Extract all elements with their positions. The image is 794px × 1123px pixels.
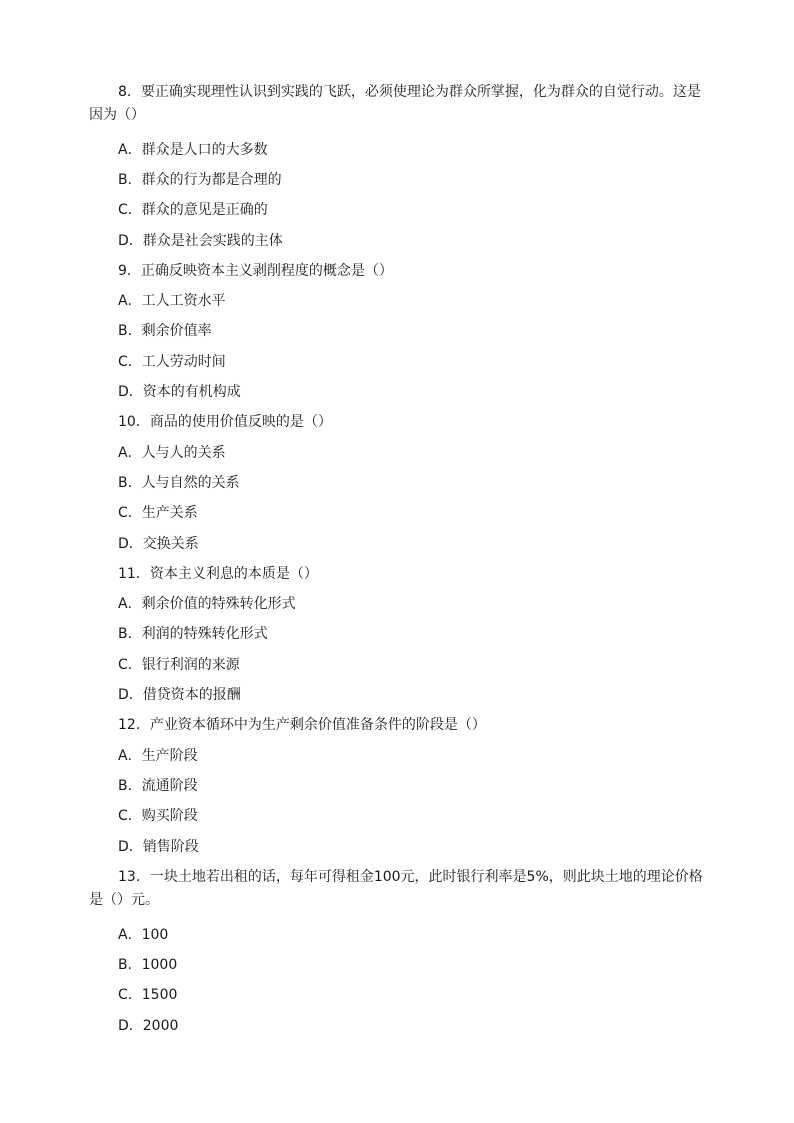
- question-12-stem: 12．产业资本循环中为生产剩余价值准备条件的阶段是（）: [118, 717, 486, 733]
- question-11-option-d: D．借贷资本的报酬: [118, 687, 241, 703]
- question-13-option-d: D．2000: [118, 1018, 179, 1034]
- question-8-option-a: A．群众是人口的大多数: [118, 142, 268, 158]
- question-9-option-d: D．资本的有机构成: [118, 384, 241, 400]
- question-10-option-d: D．交换关系: [118, 536, 199, 552]
- question-12-option-d: D．销售阶段: [118, 839, 199, 855]
- question-13-option-a: A．100: [118, 927, 169, 943]
- question-11-option-b: B．利润的特殊转化形式: [118, 626, 268, 642]
- question-12-option-a: A．生产阶段: [118, 748, 198, 764]
- question-9-option-a: A．工人工资水平: [118, 293, 226, 309]
- question-11-option-c: C．银行利润的来源: [118, 657, 240, 673]
- question-12-option-b: B．流通阶段: [118, 778, 198, 794]
- question-8-option-c: C．群众的意见是正确的: [118, 202, 268, 218]
- question-8-option-b: B．群众的行为都是合理的: [118, 172, 282, 188]
- question-10-option-b: B．人与自然的关系: [118, 475, 240, 491]
- question-9-option-b: B．剩余价值率: [118, 323, 212, 339]
- question-12-option-c: C．购买阶段: [118, 808, 198, 824]
- question-13-option-b: B．1000: [118, 957, 178, 973]
- question-11-stem: 11．资本主义利息的本质是（）: [118, 566, 318, 582]
- question-11-option-a: A．剩余价值的特殊转化形式: [118, 596, 296, 612]
- question-9-stem: 9．正确反映资本主义剥削程度的概念是（）: [118, 263, 393, 279]
- question-10-stem: 10．商品的使用价值反映的是（）: [118, 414, 332, 430]
- question-13-stem: 13．一块土地若出租的话，每年可得租金100元，此时银行利率是5%，则此块土地的理论价格是（）元。: [89, 869, 703, 908]
- question-10-option-a: A．人与人的关系: [118, 445, 226, 461]
- question-9-option-c: C．工人劳动时间: [118, 354, 226, 370]
- question-10-option-c: C．生产关系: [118, 505, 198, 521]
- question-8-stem: 8．要正确实现理性认识到实践的飞跃，必须使理论为群众所掌握，化为群众的自觉行动。这是因为（）: [89, 84, 701, 123]
- question-8-option-d: D．群众是社会实践的主体: [118, 233, 283, 249]
- question-13-option-c: C．1500: [118, 987, 178, 1003]
